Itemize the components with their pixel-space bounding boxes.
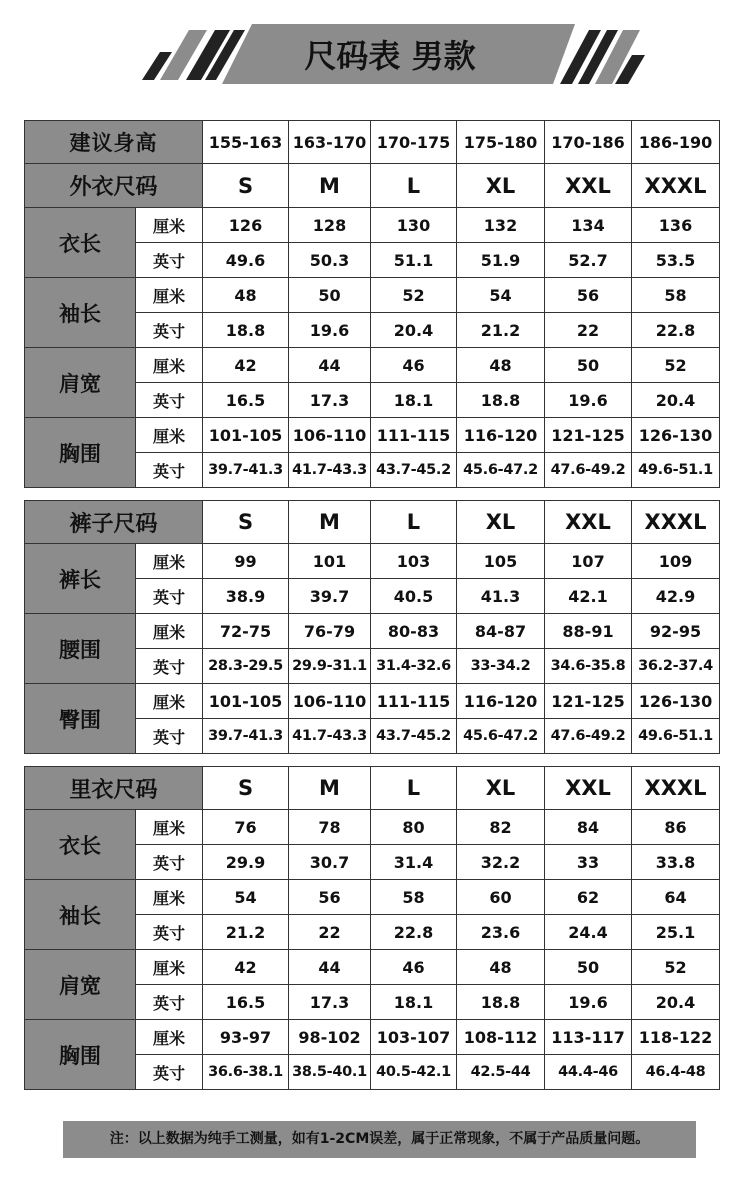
cell-value: 22	[545, 313, 632, 348]
table-row	[25, 348, 720, 383]
cell-value: 33	[545, 845, 632, 880]
cell-value: 18.1	[371, 383, 457, 418]
measurement-label: 裤长	[25, 544, 136, 614]
cell-value: 60	[457, 880, 545, 915]
cell-value: 20.4	[632, 985, 720, 1020]
cell-value: 17.3	[289, 985, 371, 1020]
unit-label: 厘米	[136, 348, 203, 383]
table-row	[25, 810, 720, 845]
size-label: XXXL	[632, 501, 720, 544]
cell-value: 38.5-40.1	[289, 1055, 371, 1090]
unit-label: 厘米	[136, 278, 203, 313]
table-row	[25, 208, 720, 243]
cell-value: 20.4	[632, 383, 720, 418]
size-label: M	[289, 501, 371, 544]
cell-value: 107	[545, 544, 632, 579]
cell-value: 46	[371, 348, 457, 383]
cell-value: 51.1	[371, 243, 457, 278]
size-label: XL	[457, 164, 545, 208]
cell-value: 108-112	[457, 1020, 545, 1055]
cell-value: 101	[289, 544, 371, 579]
cell-value: 32.2	[457, 845, 545, 880]
cell-value: 44.4-46	[545, 1055, 632, 1090]
cell-value: 20.4	[371, 313, 457, 348]
cell-value: 56	[289, 880, 371, 915]
size-label: XXL	[545, 501, 632, 544]
cell-value: 82	[457, 810, 545, 845]
cell-value: 42.5-44	[457, 1055, 545, 1090]
size-header-row	[25, 767, 720, 810]
size-label: XXXL	[632, 767, 720, 810]
cell-value: 43.7-45.2	[371, 719, 457, 754]
cell-value: 128	[289, 208, 371, 243]
unit-label: 英寸	[136, 243, 203, 278]
size-table-header: 外衣尺码	[25, 164, 203, 208]
cell-value: 51.9	[457, 243, 545, 278]
height-range: 163-170	[289, 121, 371, 164]
pants-size-table	[24, 500, 720, 754]
height-range: 186-190	[632, 121, 720, 164]
cell-value: 41.7-43.3	[289, 453, 371, 488]
measurement-label: 胸围	[25, 1020, 136, 1090]
size-label: S	[203, 164, 289, 208]
cell-value: 19.6	[289, 313, 371, 348]
cell-value: 48	[457, 348, 545, 383]
unit-label: 英寸	[136, 453, 203, 488]
unit-label: 厘米	[136, 544, 203, 579]
unit-label: 厘米	[136, 1020, 203, 1055]
measurement-label: 衣长	[25, 208, 136, 278]
cell-value: 42.9	[632, 579, 720, 614]
cell-value: 121-125	[545, 418, 632, 453]
size-label: L	[371, 501, 457, 544]
cell-value: 46.4-48	[632, 1055, 720, 1090]
cell-value: 34.6-35.8	[545, 649, 632, 684]
size-label: XL	[457, 767, 545, 810]
cell-value: 56	[545, 278, 632, 313]
height-range: 170-186	[545, 121, 632, 164]
unit-label: 厘米	[136, 208, 203, 243]
cell-value: 126-130	[632, 684, 720, 719]
size-label: S	[203, 767, 289, 810]
size-label: M	[289, 767, 371, 810]
cell-value: 18.8	[457, 985, 545, 1020]
height-range: 170-175	[371, 121, 457, 164]
cell-value: 18.8	[203, 313, 289, 348]
cell-value: 49.6-51.1	[632, 719, 720, 754]
page-title: 尺码表 男款	[304, 37, 476, 75]
size-label: S	[203, 501, 289, 544]
cell-value: 118-122	[632, 1020, 720, 1055]
size-label: XXXL	[632, 164, 720, 208]
cell-value: 39.7	[289, 579, 371, 614]
table-row	[25, 614, 720, 649]
size-header-row	[25, 501, 720, 544]
cell-value: 130	[371, 208, 457, 243]
title-banner	[0, 0, 750, 100]
cell-value: 47.6-49.2	[545, 719, 632, 754]
cell-value: 48	[203, 278, 289, 313]
cell-value: 88-91	[545, 614, 632, 649]
unit-label: 厘米	[136, 810, 203, 845]
cell-value: 116-120	[457, 418, 545, 453]
cell-value: 84	[545, 810, 632, 845]
unit-label: 英寸	[136, 915, 203, 950]
cell-value: 21.2	[457, 313, 545, 348]
cell-value: 24.4	[545, 915, 632, 950]
unit-label: 厘米	[136, 418, 203, 453]
size-label: M	[289, 164, 371, 208]
cell-value: 31.4-32.6	[371, 649, 457, 684]
cell-value: 126	[203, 208, 289, 243]
cell-value: 36.2-37.4	[632, 649, 720, 684]
cell-value: 52	[371, 278, 457, 313]
cell-value: 101-105	[203, 418, 289, 453]
cell-value: 39.7-41.3	[203, 453, 289, 488]
measurement-label: 肩宽	[25, 950, 136, 1020]
cell-value: 52	[632, 950, 720, 985]
cell-value: 41.7-43.3	[289, 719, 371, 754]
disclaimer-note: 注：以上数据为纯手工测量，如有1-2CM误差，属于正常现象，不属于产品质量问题。	[63, 1121, 696, 1158]
cell-value: 42	[203, 950, 289, 985]
cell-value: 42.1	[545, 579, 632, 614]
table-row	[25, 880, 720, 915]
measurement-label: 袖长	[25, 278, 136, 348]
cell-value: 78	[289, 810, 371, 845]
cell-value: 99	[203, 544, 289, 579]
cell-value: 116-120	[457, 684, 545, 719]
cell-value: 121-125	[545, 684, 632, 719]
cell-value: 50	[289, 278, 371, 313]
unit-label: 英寸	[136, 719, 203, 754]
cell-value: 22.8	[632, 313, 720, 348]
cell-value: 43.7-45.2	[371, 453, 457, 488]
unit-label: 厘米	[136, 880, 203, 915]
cell-value: 106-110	[289, 418, 371, 453]
cell-value: 21.2	[203, 915, 289, 950]
height-row	[25, 121, 720, 164]
table-row	[25, 544, 720, 579]
cell-value: 126-130	[632, 418, 720, 453]
unit-label: 英寸	[136, 579, 203, 614]
cell-value: 86	[632, 810, 720, 845]
cell-value: 31.4	[371, 845, 457, 880]
cell-value: 103	[371, 544, 457, 579]
cell-value: 80	[371, 810, 457, 845]
cell-value: 54	[203, 880, 289, 915]
cell-value: 58	[632, 278, 720, 313]
cell-value: 93-97	[203, 1020, 289, 1055]
cell-value: 46	[371, 950, 457, 985]
height-range: 175-180	[457, 121, 545, 164]
cell-value: 76	[203, 810, 289, 845]
cell-value: 58	[371, 880, 457, 915]
innerwear-size-table	[24, 766, 720, 1090]
cell-value: 18.8	[457, 383, 545, 418]
cell-value: 52	[632, 348, 720, 383]
unit-label: 厘米	[136, 614, 203, 649]
cell-value: 41.3	[457, 579, 545, 614]
cell-value: 111-115	[371, 684, 457, 719]
cell-value: 22.8	[371, 915, 457, 950]
unit-label: 英寸	[136, 313, 203, 348]
cell-value: 22	[289, 915, 371, 950]
measurement-label: 胸围	[25, 418, 136, 488]
cell-value: 39.7-41.3	[203, 719, 289, 754]
cell-value: 103-107	[371, 1020, 457, 1055]
cell-value: 50	[545, 950, 632, 985]
size-label: XL	[457, 501, 545, 544]
cell-value: 76-79	[289, 614, 371, 649]
cell-value: 29.9-31.1	[289, 649, 371, 684]
unit-label: 英寸	[136, 383, 203, 418]
cell-value: 45.6-47.2	[457, 453, 545, 488]
size-table-header: 裤子尺码	[25, 501, 203, 544]
cell-value: 52.7	[545, 243, 632, 278]
outerwear-size-table	[24, 120, 720, 488]
cell-value: 101-105	[203, 684, 289, 719]
cell-value: 64	[632, 880, 720, 915]
cell-value: 33.8	[632, 845, 720, 880]
cell-value: 17.3	[289, 383, 371, 418]
cell-value: 50	[545, 348, 632, 383]
cell-value: 132	[457, 208, 545, 243]
cell-value: 48	[457, 950, 545, 985]
cell-value: 29.9	[203, 845, 289, 880]
size-label: XXL	[545, 767, 632, 810]
cell-value: 53.5	[632, 243, 720, 278]
cell-value: 111-115	[371, 418, 457, 453]
cell-value: 40.5-42.1	[371, 1055, 457, 1090]
cell-value: 49.6-51.1	[632, 453, 720, 488]
cell-value: 109	[632, 544, 720, 579]
measurement-label: 肩宽	[25, 348, 136, 418]
cell-value: 25.1	[632, 915, 720, 950]
cell-value: 16.5	[203, 985, 289, 1020]
cell-value: 30.7	[289, 845, 371, 880]
size-label: L	[371, 164, 457, 208]
table-row	[25, 418, 720, 453]
cell-value: 44	[289, 348, 371, 383]
cell-value: 38.9	[203, 579, 289, 614]
measurement-label: 衣长	[25, 810, 136, 880]
measurement-label: 臀围	[25, 684, 136, 754]
unit-label: 英寸	[136, 845, 203, 880]
table-row	[25, 278, 720, 313]
cell-value: 136	[632, 208, 720, 243]
cell-value: 47.6-49.2	[545, 453, 632, 488]
cell-value: 33-34.2	[457, 649, 545, 684]
cell-value: 45.6-47.2	[457, 719, 545, 754]
size-table-header: 里衣尺码	[25, 767, 203, 810]
cell-value: 36.6-38.1	[203, 1055, 289, 1090]
table-row	[25, 950, 720, 985]
cell-value: 19.6	[545, 985, 632, 1020]
cell-value: 19.6	[545, 383, 632, 418]
cell-value: 42	[203, 348, 289, 383]
cell-value: 23.6	[457, 915, 545, 950]
cell-value: 80-83	[371, 614, 457, 649]
cell-value: 18.1	[371, 985, 457, 1020]
unit-label: 英寸	[136, 649, 203, 684]
cell-value: 50.3	[289, 243, 371, 278]
unit-label: 厘米	[136, 950, 203, 985]
height-label: 建议身高	[25, 121, 203, 164]
measurement-label: 袖长	[25, 880, 136, 950]
unit-label: 英寸	[136, 985, 203, 1020]
cell-value: 105	[457, 544, 545, 579]
cell-value: 16.5	[203, 383, 289, 418]
cell-value: 106-110	[289, 684, 371, 719]
size-header-row	[25, 164, 720, 208]
cell-value: 113-117	[545, 1020, 632, 1055]
table-row	[25, 684, 720, 719]
cell-value: 134	[545, 208, 632, 243]
cell-value: 92-95	[632, 614, 720, 649]
unit-label: 英寸	[136, 1055, 203, 1090]
cell-value: 44	[289, 950, 371, 985]
unit-label: 厘米	[136, 684, 203, 719]
cell-value: 62	[545, 880, 632, 915]
cell-value: 40.5	[371, 579, 457, 614]
measurement-label: 腰围	[25, 614, 136, 684]
height-range: 155-163	[203, 121, 289, 164]
cell-value: 72-75	[203, 614, 289, 649]
table-row	[25, 1020, 720, 1055]
cell-value: 54	[457, 278, 545, 313]
cell-value: 49.6	[203, 243, 289, 278]
cell-value: 28.3-29.5	[203, 649, 289, 684]
cell-value: 98-102	[289, 1020, 371, 1055]
size-label: XXL	[545, 164, 632, 208]
size-label: L	[371, 767, 457, 810]
cell-value: 84-87	[457, 614, 545, 649]
